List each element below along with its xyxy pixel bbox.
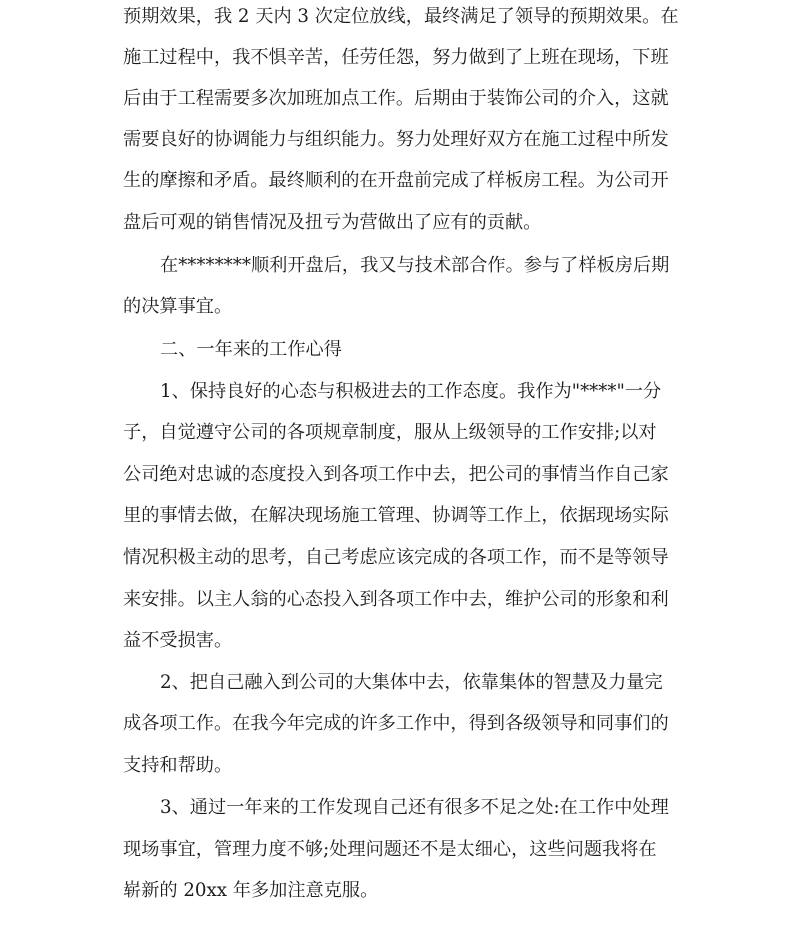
paragraph-2-line-2: 的决算事宜。: [123, 296, 233, 317]
paragraph-5-line-3: 崭新的 20xx 年多加注意克服。: [123, 880, 379, 901]
paragraph-1-line-3: 后由于工程需要多次加班加点工作。后期由于装饰公司的介入，这就: [123, 88, 669, 109]
paragraph-1-line-5: 生的摩擦和矛盾。最终顺利的在开盘前完成了样板房工程。为公司开: [123, 170, 669, 191]
paragraph-1-line-1: 预期效果，我 2 天内 3 次定位放线，最终满足了领导的预期效果。在: [123, 6, 679, 27]
paragraph-3-line-1: 1、保持良好的心态与积极进去的工作态度。我作为"****"一分: [160, 381, 662, 402]
paragraph-3-line-5: 情况积极主动的思考，自己考虑应该完成的各项工作，而不是等领导: [123, 547, 669, 568]
paragraph-3-line-3: 公司绝对忠诚的态度投入到各项工作中去，把公司的事情当作自己家: [123, 464, 669, 485]
paragraph-4-line-3: 支持和帮助。: [123, 755, 233, 776]
paragraph-2-line-1: 在********顺利开盘后，我又与技术部合作。参与了样板房后期: [160, 255, 670, 276]
paragraph-3-line-7: 益不受损害。: [123, 630, 233, 651]
paragraph-1-line-2: 施工过程中，我不惧辛苦，任劳任怨，努力做到了上班在现场，下班: [123, 47, 669, 68]
paragraph-1-line-4: 需要良好的协调能力与组织能力。努力处理好双方在施工过程中所发: [123, 129, 669, 150]
paragraph-5-line-1: 3、通过一年来的工作发现自己还有很多不足之处:在工作中处理: [160, 797, 669, 818]
paragraph-1-line-6: 盘后可观的销售情况及扭亏为营做出了应有的贡献。: [123, 212, 542, 233]
paragraph-5-line-2: 现场事宜，管理力度不够;处理问题还不是太细心，这些问题我将在: [123, 839, 657, 860]
paragraph-4-line-1: 2、把自己融入到公司的大集体中去，依靠集体的智慧及力量完: [160, 672, 663, 693]
paragraph-3-line-6: 来安排。以主人翁的心态投入到各项工作中去，维护公司的形象和利: [123, 589, 669, 610]
paragraph-3-line-4: 里的事情去做，在解决现场施工管理、协调等工作上，依据现场实际: [123, 505, 669, 526]
paragraph-4-line-2: 成各项工作。在我今年完成的许多工作中，得到各级领导和同事们的: [123, 713, 669, 734]
section-heading: 二、一年来的工作心得: [160, 339, 342, 360]
paragraph-3-line-2: 子，自觉遵守公司的各项规章制度，服从上级领导的工作安排;以对: [123, 422, 657, 443]
